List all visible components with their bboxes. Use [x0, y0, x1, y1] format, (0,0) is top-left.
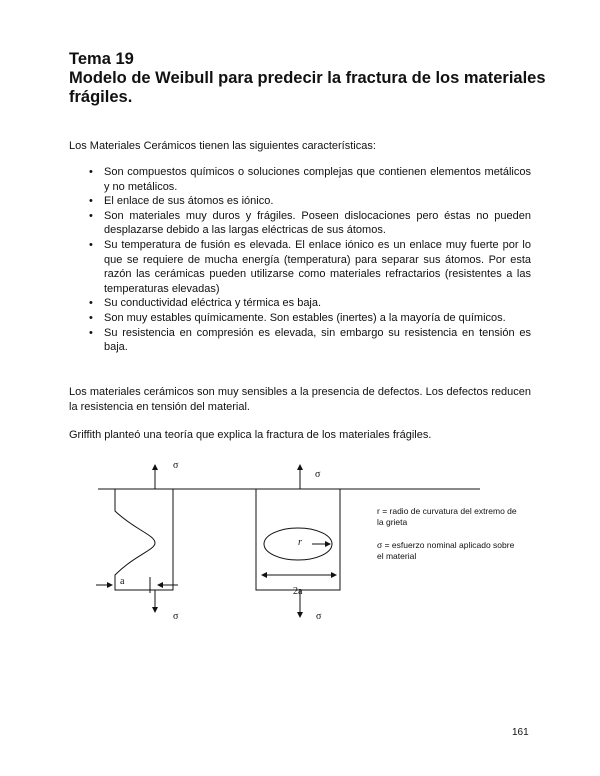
2a-label: 2a: [293, 586, 303, 597]
list-item: • El enlace de sus átomos es iónico.: [89, 194, 531, 209]
griffith-paragraph: Griffith planteó una teoría que explica la fractura de los materiales frágiles.: [69, 429, 432, 441]
list-item: • Son compuestos químicos o soluciones complejas que contienen elementos metálicos y no metálicos.: [89, 165, 531, 194]
list-item: • Su resistencia en compresión es elevada, sin embargo su resistencia en tensión es baja.: [89, 326, 531, 355]
characteristics-list: [89, 165, 531, 355]
sigma-label-bottom-left: σ: [173, 611, 179, 622]
list-item: • Su temperatura de fusión es elevada. El enlace iónico es un enlace muy fuerte por lo que se requiere de mucha energía (temperatura) para separar sus átomos. Por esta razón las cerámicas pueden utilizarse como materiales refractarios (resistentes a las temperaturas elevadas): [89, 238, 531, 296]
title-line-1: Tema 19: [69, 50, 134, 68]
intro-paragraph: Los Materiales Cerámicos tienen las siguientes características:: [69, 140, 376, 152]
title-line-3: frágiles.: [69, 88, 133, 106]
title-line-2: Modelo de Weibull para predecir la fractura de los materiales: [69, 69, 546, 87]
list-item: • Su conductividad eléctrica y térmica es baja.: [89, 296, 531, 311]
sigma-label-top-left: σ: [173, 460, 179, 471]
sigma-label-bottom-right: σ: [316, 611, 322, 622]
edge-crack-specimen: [115, 489, 173, 590]
sigma-definition-note: σ = esfuerzo nominal aplicado sobre el material: [377, 540, 515, 561]
r-label: r: [298, 537, 302, 548]
document-title: [69, 50, 549, 107]
list-item: • Son materiales muy duros y frágiles. Poseen dislocaciones pero éstas no pueden desplazarse debido a las largas eléctricas de sus átomos.: [89, 209, 531, 238]
a-label: a: [120, 576, 125, 587]
defects-paragraph: Los materiales cerámicos son muy sensibles a la presencia de defectos. Los defectos reducen la resistencia en tensión del material.: [69, 386, 531, 413]
page-number: 161: [512, 727, 529, 738]
sigma-label-top-right: σ: [315, 469, 321, 480]
r-definition-note: r = radio de curvatura del extremo de la grieta: [377, 506, 517, 527]
griffith-crack-figure: [60, 455, 540, 630]
list-item: • Son muy estables químicamente. Son estables (inertes) a la mayoría de químicos.: [89, 311, 531, 326]
